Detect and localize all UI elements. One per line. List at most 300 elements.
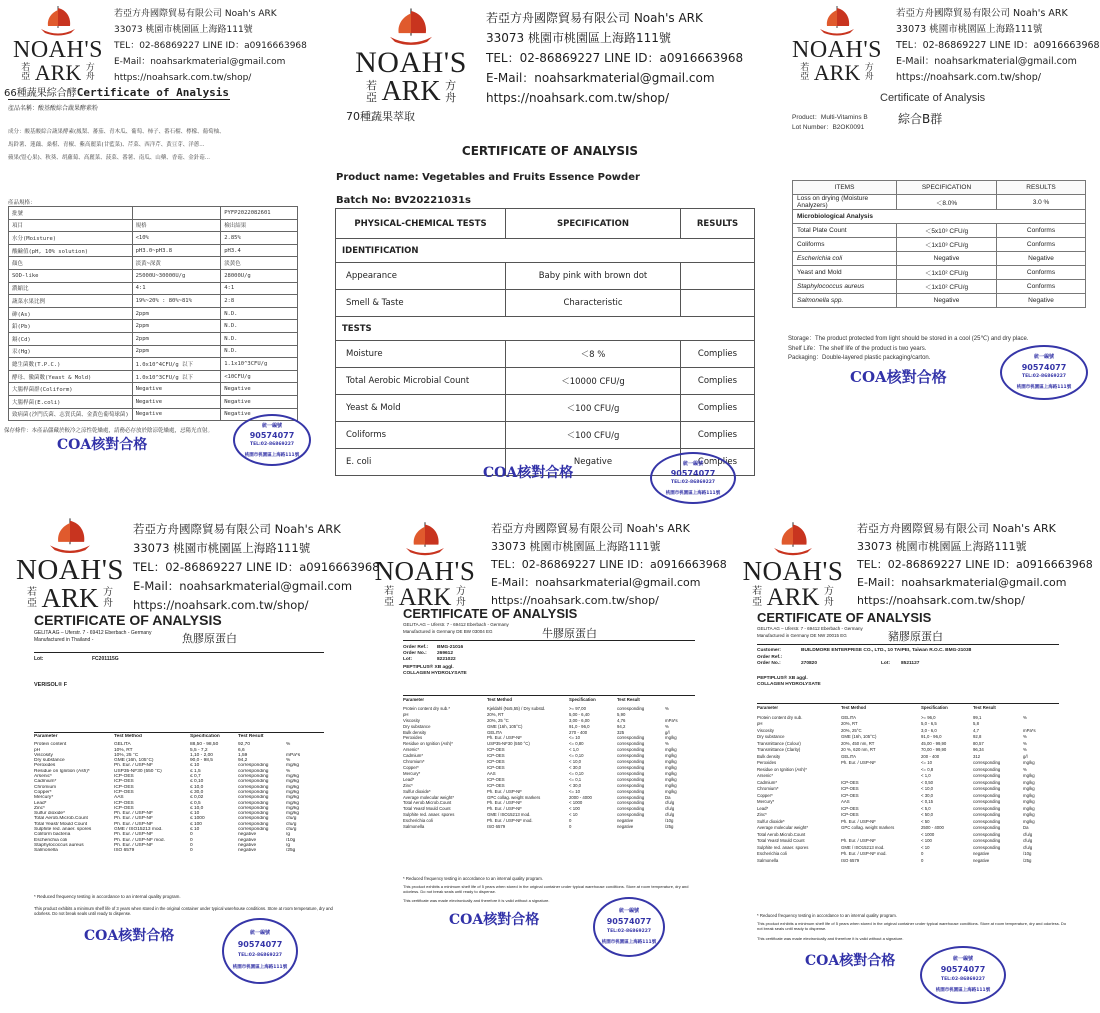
table-cell: % <box>1023 734 1027 739</box>
table-cell: 檢出結果 <box>221 219 298 232</box>
logo-text-ark <box>790 62 884 84</box>
table-cell: 80,57 <box>973 740 984 746</box>
analysis-table <box>8 206 298 421</box>
table-cell: ISO 6579 <box>487 824 506 830</box>
storage-note: 保存條件：本產品儲藏於較冷之涼性乾燥處，請務必存放於陰涼乾燥處，忌陽光直射。 <box>4 428 214 434</box>
table-cell: 0 <box>190 832 193 838</box>
table-cell: Mercury* <box>757 799 775 804</box>
table-cell: 5,5 - 7,2 <box>190 747 208 753</box>
col-header-spec: SPECIFICATION <box>506 209 681 239</box>
table-cell: >= 96,0 <box>921 714 936 720</box>
table-cell: AAS <box>114 795 124 801</box>
table-cell: corresponding <box>238 774 269 780</box>
table-cell: 91,0 - 96,0 <box>921 734 942 739</box>
logo-text-ark <box>12 62 104 84</box>
table-cell: < 0,50 <box>921 779 934 785</box>
table-cell: AAS <box>487 770 496 776</box>
table-cell: 325 <box>617 729 625 735</box>
logo-text-ark-word: ARK <box>381 76 441 107</box>
table-cell: Chromium* <box>403 759 425 765</box>
composition-line-2: 馬鈴薯、蓮藕、桑椹、青椒、紫高麗菜(甘藍菜)、芹菜、西洋芹、黃豆芽、洋蔥... <box>8 142 205 148</box>
table-cell: Escherichia coli <box>793 252 897 266</box>
table-cell: 20 %, 620 nm, RT <box>841 747 876 752</box>
table-cell: mg/kg <box>286 763 300 769</box>
table-cell: corresponding <box>973 805 1001 811</box>
table-cell: 5,90 <box>617 711 626 717</box>
table-cell: Lead* <box>757 805 769 811</box>
table-cell: corresponding <box>238 816 269 822</box>
table-cell: 10%, 25 °C <box>114 752 139 758</box>
table-cell: 20%, RT <box>487 711 504 717</box>
table-cell: 270 - 400 <box>569 729 588 735</box>
company-seal <box>920 946 1006 1004</box>
table-cell: corresponding <box>617 806 645 812</box>
section-label: IDENTIFICATION <box>336 239 755 263</box>
seal-tel: TEL:02-86869227 <box>607 929 651 934</box>
table-cell: 1.1x10^3CFU/g <box>221 358 298 371</box>
logo-cjk-right: 方舟 <box>103 587 113 609</box>
table-row <box>9 282 298 295</box>
table-cell: PYFP2022082601 <box>221 207 298 220</box>
table-row <box>336 368 755 395</box>
table-cell: ≤ 10,0 <box>190 784 204 790</box>
table-cell: pH3.4 <box>221 244 298 257</box>
table-cell: corresponding <box>617 747 645 753</box>
table-cell: Negative <box>221 408 298 421</box>
table-cell: 0 <box>569 824 572 830</box>
table-cell: corresponding <box>617 782 645 788</box>
table-cell: corresponding <box>617 764 645 770</box>
company-tel: TEL：02-86869227 LINE ID：a0916663968 <box>491 558 727 571</box>
col-header: Specification <box>569 697 596 702</box>
table-cell: Ph. Eur. / USP-NF <box>841 838 876 843</box>
table-cell: Protein content dry sub.* <box>403 705 451 711</box>
table-cell: Viscosity <box>757 727 774 733</box>
table-cell: 3,0 - 6,0 <box>921 727 937 733</box>
lot-label: Lot: <box>881 661 891 666</box>
customer-label: Customer: <box>757 648 781 653</box>
reduced-frequency-note: * Reduced frequency testing in accordance to an internal quality program. <box>34 894 181 899</box>
test-spec: ＜100 CFU/g <box>506 422 681 449</box>
table-cell: <10CFU/g <box>221 370 298 383</box>
table-cell: 大腸桿菌(E.coli) <box>9 395 133 408</box>
table-top-rule <box>34 732 324 733</box>
table-cell: mg/kg <box>665 747 677 753</box>
table-cell: corresponding <box>617 705 645 711</box>
table-cell: negative <box>617 824 634 830</box>
col-header: Test Method <box>487 697 512 702</box>
table-header-row <box>757 705 1059 712</box>
table-cell: % <box>1023 714 1027 720</box>
table-cell: mg/kg <box>1023 799 1035 804</box>
product-name-cn: 綜合B群 <box>898 112 943 126</box>
table-cell: Copper* <box>757 792 773 798</box>
table-row <box>9 320 298 333</box>
table-cell: 19%~20% : 80%~81% <box>132 295 221 308</box>
table-cell: Lead* <box>403 776 415 782</box>
seal-bottom-text: 桃園市桃園區上海路111號 <box>244 453 300 458</box>
physical-chemical-table <box>335 208 755 476</box>
table-cell: 水分(Moisture) <box>9 232 133 245</box>
col-header-spec: SPECIFICATION <box>897 181 997 195</box>
table-cell: Arsenic* <box>403 747 420 753</box>
table-cell: mg/kg <box>1023 760 1035 765</box>
ship-logo-icon <box>37 4 79 38</box>
table-row <box>9 257 298 270</box>
table-cell: corresponding <box>973 792 1001 798</box>
table-cell: Peroxides <box>403 735 423 741</box>
table-cell: /g <box>286 842 291 848</box>
table-cell: ≤ 0,5 <box>190 800 201 806</box>
company-email: E-Mail：noahsarkmaterial@gmail.com <box>857 576 1067 589</box>
table-cell: Arsenic* <box>757 773 774 778</box>
table-cell: 淡黃色 <box>221 257 298 270</box>
heading-rule <box>8 99 230 100</box>
table-cell: Salmonella <box>403 824 425 830</box>
table-cell: ICP-OES <box>487 776 505 782</box>
table-cell: mg/kg <box>1023 786 1035 791</box>
table-cell: Sulfur dioxide* <box>34 811 65 817</box>
table-cell: 20%, 25 °C <box>487 717 509 723</box>
table-cell: ICP-OES <box>114 805 134 811</box>
table-cell: < 30,0 <box>569 764 582 770</box>
table-cell: Conforms <box>997 224 1086 238</box>
table-cell: Ph. Eur. / USP-NF <box>114 811 153 817</box>
lot-line: Lot Number：B2OK0091 <box>792 124 865 131</box>
table-cell: Ph. Eur. / USP-NF <box>114 816 153 822</box>
table-cell: Negative <box>997 294 1086 308</box>
company-seal <box>1000 345 1088 400</box>
table-cell: 汞(Hg) <box>9 345 133 358</box>
table-cell: negative <box>238 837 257 843</box>
table-cell: corresponding <box>617 800 645 806</box>
table-cell: corresponding <box>238 763 269 769</box>
table-cell: < 5,0 <box>921 805 931 811</box>
table-cell: 2.85% <box>221 232 298 245</box>
table-cell: ISO 6579 <box>114 848 135 854</box>
table-cell: ≤ 100 <box>190 821 202 827</box>
table-top-rule <box>757 703 1059 704</box>
table-row <box>9 358 298 371</box>
table-cell: 92,8 <box>973 734 982 739</box>
analysis-table <box>757 705 1059 864</box>
test-result: Complies <box>681 422 755 449</box>
company-tel: TEL：02-86869227 LINE ID：a0916663968 <box>486 51 744 65</box>
table-cell: Ph. Eur. / USP-NF <box>487 735 522 741</box>
test-name: Appearance <box>336 263 506 290</box>
table-cell: pH3.0~pH3.8 <box>132 244 221 257</box>
coa-verified-label: COA核對合格 <box>84 928 175 944</box>
shelf-life-footer: This product exhibits a minimum shelf life of 5 years when stored in the original container under typical warehouse conditions. Store at room temperature, dry and odorless. Do not break seals until ready to dispense. <box>403 884 689 894</box>
table-cell: USP35-NF30 (550 °C) <box>487 741 530 747</box>
table-cell: ICP-OES <box>487 747 505 753</box>
table-cell: corresponding <box>238 795 269 801</box>
logo-text-ark <box>14 585 126 612</box>
table-cell: corresponding <box>973 838 1001 843</box>
table-cell: Ph. Eur. / USP-NF <box>487 788 522 794</box>
table-row <box>9 307 298 320</box>
coa-panel-fruit-enzyme <box>0 0 320 470</box>
table-cell: corresponding <box>238 784 269 790</box>
shelf-life-note: Shelf Life：The shelf life of the product is two years. <box>788 345 927 352</box>
table-row <box>9 345 298 358</box>
table-cell: ≤ 1,5 <box>190 768 201 774</box>
table-cell: 鎘(Cd) <box>9 332 133 345</box>
table-cell: 45,00 - 99,90 <box>921 740 947 746</box>
table-cell: 致病菌(沙門氏菌、志賀氏菌、金黃色葡萄球菌) <box>9 408 133 421</box>
table-cell: Conforms <box>997 280 1086 294</box>
table-cell: 0 <box>569 818 572 824</box>
lot-label: Lot: <box>34 656 44 662</box>
company-name: 若亞方舟國際貿易有限公司 Noah's ARK <box>491 522 690 535</box>
table-cell: mg/kg <box>286 811 300 817</box>
col-header: Test Method <box>841 705 866 710</box>
table-cell: pH <box>757 721 763 726</box>
table-cell: negative <box>973 857 990 863</box>
table-body <box>336 239 755 476</box>
table-cell: mg/kg <box>286 779 300 785</box>
logo-text-noahs: NOAH'S <box>792 37 882 63</box>
table-cell: Negative <box>132 383 221 396</box>
company-seal <box>593 897 665 957</box>
table-cell: N.D. <box>221 320 298 333</box>
table-cell: Viscosity <box>34 752 53 758</box>
table-cell: 70,00 - 99,90 <box>921 747 947 752</box>
table-cell: ＜1x10² CFU/g <box>897 280 997 294</box>
table-cell: ≤ 0,10 <box>190 779 204 785</box>
test-spec: Characteristic <box>506 290 681 317</box>
spec-label: 產品規格： <box>8 200 36 206</box>
table-cell: cfu/g <box>665 806 675 812</box>
table-row <box>9 269 298 282</box>
table-cell: ≤ 0,02 <box>190 795 204 801</box>
table-row <box>793 266 1086 280</box>
product-subtitle-cn: 70種蔬果萃取 <box>346 110 415 123</box>
packaging-note: Packaging：Double-layered plastic packaging/carton. <box>788 355 931 361</box>
table-cell: Total Aerob.Microb.Count <box>34 816 88 822</box>
lot-value: 8521127 <box>901 661 920 666</box>
table-cell: mg/kg <box>665 753 677 759</box>
company-email: E-Mail：noahsarkmaterial@gmail.com <box>133 579 353 593</box>
col-header-items: ITEMS <box>793 181 897 195</box>
storage-note: Storage：The product protected from light should be stored in a cool (25℃) and dry place. <box>788 336 1029 342</box>
company-address: 33073 桃園市桃園區上海路111號 <box>486 31 671 45</box>
table-cell: Ph. Eur. / USP-NF <box>841 818 876 824</box>
table-cell: 3,00 - 6,00 <box>569 717 590 723</box>
table-cell: cfu/g <box>286 827 297 833</box>
table-cell: 0 <box>921 857 924 863</box>
table-cell: 3.0 % <box>997 195 1086 210</box>
reduced-frequency-note: * Reduced frequency testing in accordance to an internal quality program. <box>757 913 897 918</box>
table-cell: < 1000 <box>569 800 583 806</box>
table-cell: Residue on Ignition (Ash)* <box>34 768 90 774</box>
company-name: 若亞方舟國際貿易有限公司 Noah's ARK <box>114 9 277 19</box>
table-cell: ≤ 10 <box>190 827 200 833</box>
table-cell: g/l <box>1023 753 1028 759</box>
seal-tel: TEL:02-86869227 <box>250 442 294 447</box>
supplier-line-2: Manufactured in Germany DE BW 03004 EG <box>403 629 493 634</box>
company-seal <box>222 918 298 984</box>
table-cell: Da <box>1023 825 1029 830</box>
table-cell: cfu/g <box>1023 831 1033 837</box>
table-header-row <box>793 181 1086 195</box>
table-cell: ICP-OES <box>487 759 505 765</box>
table-cell: Coliforms <box>793 238 897 252</box>
table-cell: corresponding <box>617 794 645 800</box>
composition-line-3: 蘋果(豎心果)、秋葵、胡蘿蔔、高麗菜、菠菜、番薯、南瓜、山藥、香菇、金針菇... <box>8 155 211 161</box>
table-cell: corresponding <box>973 786 1001 791</box>
test-spec: Baby pink with brown dot <box>506 263 681 290</box>
table-row <box>793 224 1086 238</box>
table-cell: < 100 <box>569 806 580 812</box>
table-cell: Kjeldahl (Nx5,55) / Dry substd. <box>487 705 546 711</box>
test-name: Total Aerobic Microbial Count <box>336 368 506 395</box>
test-name: Yeast & Mold <box>336 395 506 422</box>
table-cell: Negative <box>132 395 221 408</box>
table-cell: 96,34 <box>973 747 984 752</box>
table-cell: /25g <box>665 824 674 830</box>
table-cell: <10% <box>132 232 221 245</box>
table-cell: Total Yeast/ Mould Count <box>403 806 451 812</box>
table-cell: <= 0,10 <box>569 770 584 776</box>
table-row <box>793 238 1086 252</box>
coa-heading-en: Certificate of Analysis <box>76 86 230 99</box>
table-cell: Residue on Ignition (Ash)* <box>403 741 453 747</box>
specification-table <box>792 180 1086 308</box>
table-cell: corresponding <box>238 800 269 806</box>
company-name: 若亞方舟國際貿易有限公司 Noah's ARK <box>896 8 1068 19</box>
seal-number: 90574077 <box>1021 363 1067 372</box>
table-cell: Negative <box>897 294 997 308</box>
coa-verified-label: COA核對合格 <box>805 953 896 969</box>
company-url: https://noahsark.com.tw/shop/ <box>896 72 1041 83</box>
company-name: 若亞方舟國際貿易有限公司 Noah's ARK <box>133 522 341 536</box>
table-cell: < 10 <box>921 844 930 850</box>
table-cell: 20%, 450 nm, RT <box>841 740 875 746</box>
table-cell: Escherichia coli <box>403 818 433 824</box>
logo-cjk-left: 若亞 <box>800 62 810 82</box>
company-address: 33073 桃園市桃園區上海路111號 <box>857 540 1027 553</box>
table-cell: % <box>286 758 291 764</box>
table-cell: cfu/g <box>1023 838 1033 843</box>
table-cell: corresponding <box>973 818 1001 824</box>
supplier-line-2: Manufactured in Thailand - <box>34 637 94 643</box>
table-cell: 5,0 - 6,5 <box>921 721 937 726</box>
table-cell: cfu/g <box>286 816 297 822</box>
section-label: TESTS <box>336 317 755 341</box>
product-line: Product：Multi-Vitamins B <box>792 114 868 121</box>
col-header: Parameter <box>757 705 779 710</box>
table-cell: Chromium <box>34 784 57 790</box>
table-cell: < 30,0 <box>921 792 934 798</box>
table-cell: corresponding <box>238 811 269 817</box>
company-contact-block <box>114 6 307 86</box>
header-rule <box>403 640 695 641</box>
table-cell: <= 10 <box>921 760 932 765</box>
company-url: https://noahsark.com.tw/shop/ <box>486 91 670 105</box>
table-row <box>9 244 298 257</box>
seal-number: 90574077 <box>606 917 652 926</box>
table-cell: Sulphite red. anaer. spores <box>403 812 455 818</box>
coa-title: CERTIFICATE OF ANALYSIS <box>403 606 578 621</box>
table-cell: Residue on Ignition (Ash)* <box>757 766 807 772</box>
order-no-row <box>757 661 971 668</box>
table-cell: <= 10 <box>569 788 580 794</box>
table-cell: ICP-OES <box>114 800 134 806</box>
company-email: E-Mail：noahsarkmaterial@gmail.com <box>114 57 286 67</box>
section-row-tests <box>336 317 755 341</box>
table-row <box>9 232 298 245</box>
table-cell: % <box>665 741 669 747</box>
coa-verified-label: COA核對合格 <box>57 437 148 453</box>
table-cell: Lead* <box>34 800 47 806</box>
company-tel: TEL：02-86869227 LINE ID：a0916663968 <box>857 558 1093 571</box>
table-cell: mg/kg <box>665 764 677 770</box>
company-tel: TEL：02-86869227 LINE ID：a0916663968 <box>133 560 380 574</box>
table-cell: Coliform bacteria <box>34 832 71 838</box>
table-cell: 91,0 - 96,0 <box>569 723 590 729</box>
logo-cjk-right: 方舟 <box>445 79 457 104</box>
company-url: https://noahsark.com.tw/shop/ <box>133 598 309 612</box>
table-cell: mg/kg <box>1023 805 1035 811</box>
table-cell: pH <box>34 747 41 753</box>
signature-footer: This certificate was made electronically and therefore it is valid without a signature. <box>757 936 904 941</box>
table-header-row <box>336 209 755 239</box>
header-rule <box>757 644 1059 645</box>
logo-cjk-right: 方舟 <box>864 62 874 82</box>
table-cell: GELITA <box>114 742 131 748</box>
company-address: 33073 桃園市桃園區上海路111號 <box>114 25 253 35</box>
table-cell: corresponding <box>238 821 269 827</box>
test-result: Complies <box>681 368 755 395</box>
table-cell: mg/kg <box>665 770 677 776</box>
table-cell: ＜8.0% <box>897 195 997 210</box>
table-cell: Mercury* <box>403 770 421 776</box>
table-row <box>9 207 298 220</box>
company-url: https://noahsark.com.tw/shop/ <box>857 594 1025 607</box>
company-email: E-Mail：noahsarkmaterial@gmail.com <box>486 71 715 85</box>
table-cell: mg/kg <box>665 776 677 782</box>
seal-number: 90574077 <box>249 431 295 440</box>
coa-verified-label: COA核對合格 <box>850 368 947 386</box>
col-header-results: RESULTS <box>997 181 1086 195</box>
test-result: Complies <box>681 395 755 422</box>
table-cell: Dry substance <box>34 758 65 764</box>
table-cell: ≤ 10,0 <box>190 805 204 811</box>
table-cell: 2ppm <box>132 320 221 333</box>
table-row <box>793 195 1086 210</box>
table-cell: /10g <box>286 837 296 843</box>
table-cell: 99,1 <box>973 714 982 720</box>
table-cell: Dry substance <box>403 723 431 729</box>
table-row <box>9 295 298 308</box>
table-cell: mg/kg <box>1023 792 1035 798</box>
table-cell: mg/kg <box>665 735 677 741</box>
table-cell: corresponding <box>973 844 1001 850</box>
noahs-ark-logo <box>740 520 846 610</box>
noahs-ark-logo <box>372 520 478 610</box>
table-cell: < 50 <box>921 818 930 824</box>
product-name-cn: 豬膠原蛋白 <box>888 630 943 643</box>
table-cell: % <box>1023 740 1027 746</box>
table-cell: 5,00 - 6,40 <box>569 711 590 717</box>
table-cell: 濃縮比 <box>9 282 133 295</box>
table-cell: Total Yeast/ Mould Count <box>757 838 805 843</box>
company-email: E-Mail：noahsarkmaterial@gmail.com <box>491 576 701 589</box>
noahs-ark-logo <box>12 4 104 84</box>
table-cell: % <box>1023 747 1027 752</box>
table-cell: 20%, RT <box>841 721 858 726</box>
